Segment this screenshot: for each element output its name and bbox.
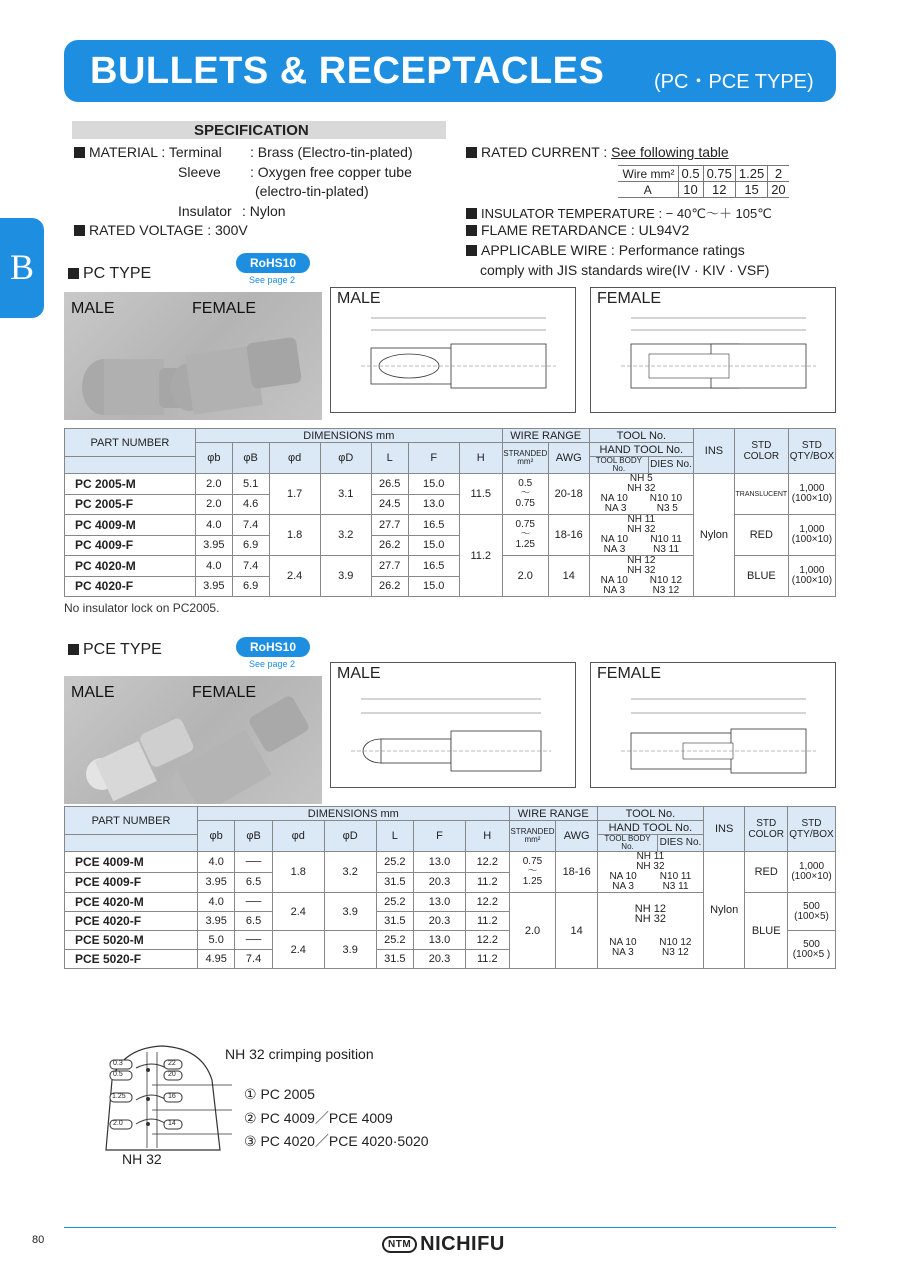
cell: 3.95 bbox=[197, 912, 234, 931]
cell: 16.5 bbox=[408, 556, 459, 577]
tool-cell bbox=[589, 474, 693, 515]
qty-cell bbox=[788, 931, 836, 969]
col-part-number: PART NUMBER bbox=[65, 429, 196, 457]
part-number-cell: PCE 4009-M bbox=[65, 852, 198, 873]
cell: 5.0 bbox=[197, 931, 234, 950]
col-H: H bbox=[459, 443, 502, 474]
tool-line: NH 5 bbox=[629, 473, 653, 484]
insulator-label: Insulator bbox=[178, 203, 232, 219]
table-row bbox=[65, 852, 836, 873]
crimp-tool-diagram bbox=[92, 1040, 232, 1160]
tool-line: N3 12 bbox=[652, 585, 680, 596]
crimp-mark: 0.5 bbox=[113, 1071, 123, 1078]
tool-line: N10 10 bbox=[649, 493, 683, 504]
part-number-cell: PCE 5020-M bbox=[65, 931, 198, 950]
cell: 20-18 bbox=[548, 474, 589, 515]
cell: 4.6 bbox=[232, 494, 269, 515]
cell: 20.3 bbox=[414, 912, 466, 931]
applicable-wire-text-2: comply with JIS standards wire(IV · KIV · VSF) bbox=[480, 262, 770, 278]
color-cell: RED bbox=[734, 515, 788, 556]
pc-female-diagram bbox=[590, 287, 836, 413]
tool-line: NA 10 bbox=[600, 575, 628, 586]
cell: 20.3 bbox=[414, 950, 466, 969]
tool-line: NH 11 bbox=[636, 851, 665, 862]
cell: 7.4 bbox=[232, 515, 269, 536]
qty-box: (100×5) bbox=[794, 910, 829, 922]
pc-type-label: PC TYPE bbox=[83, 265, 152, 282]
cell: 11.2 bbox=[465, 950, 509, 969]
crimp-mark: 1.25 bbox=[112, 1093, 126, 1100]
cell: 12.2 bbox=[465, 893, 509, 912]
tool-cell bbox=[597, 852, 703, 893]
table-row bbox=[65, 474, 836, 495]
cell: 2.4 bbox=[269, 556, 320, 597]
col-awg: AWG bbox=[548, 443, 589, 474]
cell: 25.2 bbox=[376, 852, 413, 873]
spec-flame bbox=[466, 222, 689, 238]
cell: 20.3 bbox=[414, 872, 466, 893]
cell: 26.2 bbox=[371, 576, 408, 597]
spec-insulator-temp bbox=[466, 203, 772, 222]
cell: 6.9 bbox=[232, 576, 269, 597]
col-phi-b: φb bbox=[197, 821, 234, 852]
qty-box: (100×10) bbox=[791, 493, 833, 504]
cell: 24.5 bbox=[371, 494, 408, 515]
cell: 5.1 bbox=[232, 474, 269, 495]
cell: 1.8 bbox=[269, 515, 320, 556]
col-wire-range: WIRE RANGE bbox=[502, 429, 589, 443]
cell: 13.0 bbox=[414, 893, 466, 912]
ins-cell: Nylon bbox=[693, 474, 734, 597]
col-L: L bbox=[376, 821, 413, 852]
diagram-female-label: FEMALE bbox=[597, 665, 662, 682]
tool-line: NA 10 bbox=[609, 871, 637, 882]
insulator-temp-text: INSULATOR TEMPERATURE : − 40℃〜＋ 105℃ bbox=[481, 206, 772, 221]
cell: 7.4 bbox=[232, 556, 269, 577]
cell: 4.0 bbox=[197, 893, 234, 912]
cell: 11.2 bbox=[465, 872, 509, 893]
crimp-mark: 16 bbox=[168, 1093, 176, 1100]
pce-type-label: PCE TYPE bbox=[83, 641, 162, 658]
amp-cell: 10 bbox=[678, 182, 703, 198]
spec-heading bbox=[72, 121, 446, 139]
part-number-cell: PCE 4020-F bbox=[65, 912, 198, 931]
pc-male-diagram bbox=[330, 287, 576, 413]
cell: 31.5 bbox=[376, 872, 413, 893]
wire-size-cell: 0.75 bbox=[703, 166, 735, 182]
col-wire-range: WIRE RANGE bbox=[509, 807, 597, 821]
cell: 0.75 〜 1.25 bbox=[509, 852, 556, 893]
tool-line: N10 11 bbox=[659, 871, 692, 882]
col-F: F bbox=[414, 821, 466, 852]
cell: 26.2 bbox=[371, 535, 408, 556]
tool-line: NA 3 bbox=[603, 585, 626, 596]
col-stranded: STRANDED mm² bbox=[502, 443, 548, 474]
col-phi-d: φd bbox=[269, 443, 320, 474]
crimp-title: NH 32 crimping position bbox=[225, 1046, 374, 1062]
col-part-number-blank bbox=[65, 835, 198, 852]
tool-line: NH 32 bbox=[627, 524, 656, 535]
tool-line: NA 3 bbox=[603, 544, 626, 555]
cell: 14 bbox=[556, 893, 598, 969]
cell: 6.5 bbox=[235, 872, 272, 893]
tool-line: NH 12 bbox=[627, 555, 656, 566]
qty-box: (100×10) bbox=[791, 871, 832, 882]
part-number-cell: PC 2005-F bbox=[65, 494, 196, 515]
tool-line: NH 32 bbox=[627, 483, 656, 494]
col-tool-no: TOOL No. bbox=[589, 429, 693, 443]
cell: 4.95 bbox=[197, 950, 234, 969]
qty-value: 500 bbox=[803, 938, 820, 950]
cell: 3.9 bbox=[324, 931, 376, 969]
tool-line: NA 3 bbox=[604, 503, 627, 514]
amp-cell: 15 bbox=[735, 182, 767, 198]
qty-cell bbox=[788, 515, 835, 556]
tool-line: N10 11 bbox=[650, 534, 682, 545]
crimp-mark: 0.3 bbox=[113, 1060, 123, 1067]
part-number-cell: PCE 4020-M bbox=[65, 893, 198, 912]
qty-box: (100×5 ) bbox=[792, 948, 831, 960]
cell: 13.0 bbox=[414, 931, 466, 950]
tool-line: NH 32 bbox=[636, 861, 665, 872]
cell: 13.0 bbox=[408, 494, 459, 515]
page-subtitle: (PC・PCE TYPE) bbox=[654, 71, 814, 93]
tool-line: N10 12 bbox=[659, 936, 692, 948]
col-hand-tool: HAND TOOL No. bbox=[589, 443, 693, 457]
tool-line: N3 11 bbox=[653, 544, 680, 555]
col-hand-tool: HAND TOOL No. bbox=[597, 821, 703, 835]
amp-cell: 20 bbox=[768, 182, 789, 198]
cell: 25.2 bbox=[376, 893, 413, 912]
pce-female-diagram bbox=[590, 662, 836, 788]
qty-box: (100×10) bbox=[791, 534, 833, 545]
photo-female-label: FEMALE bbox=[192, 300, 257, 317]
cell: 12.2 bbox=[465, 931, 509, 950]
col-F: F bbox=[408, 443, 459, 474]
part-number-cell: PC 4020-F bbox=[65, 576, 196, 597]
tool-line: N3 11 bbox=[662, 881, 689, 892]
bullet-square-icon bbox=[68, 268, 79, 279]
tool-cell bbox=[589, 515, 693, 556]
bullet-square-icon bbox=[466, 245, 477, 256]
cell: 31.5 bbox=[376, 950, 413, 969]
tool-line: NH 12 bbox=[634, 902, 666, 915]
rated-voltage-text: RATED VOLTAGE : 300V bbox=[89, 222, 248, 238]
diagram-male-label: MALE bbox=[337, 290, 381, 307]
cell: 18-16 bbox=[556, 852, 598, 893]
cell: ── bbox=[235, 931, 272, 950]
rohs-badge[interactable]: RoHS10 bbox=[236, 637, 310, 657]
tool-cell bbox=[589, 556, 693, 597]
cell: 2.0 bbox=[502, 556, 548, 597]
cell: 13.0 bbox=[414, 852, 466, 873]
tool-line: NA 3 bbox=[612, 881, 634, 892]
logo-text: NICHIFU bbox=[420, 1233, 505, 1255]
part-number-cell: PC 4020-M bbox=[65, 556, 196, 577]
cell: 16.5 bbox=[408, 515, 459, 536]
female-dimension-drawing bbox=[591, 663, 837, 789]
part-number-cell: PCE 5020-F bbox=[65, 950, 198, 969]
qty-value: 1,000 bbox=[798, 861, 825, 872]
cell: 3.95 bbox=[195, 535, 232, 556]
terminal-value: : Brass (Electro-tin-plated) bbox=[250, 144, 413, 160]
photo-female-label: FEMALE bbox=[192, 684, 257, 701]
material-label: MATERIAL : Terminal bbox=[89, 144, 222, 160]
col-H: H bbox=[465, 821, 509, 852]
bullet-square-icon bbox=[466, 147, 477, 158]
color-cell: BLUE bbox=[745, 893, 788, 969]
cell: 27.7 bbox=[371, 515, 408, 536]
cell: 4.0 bbox=[195, 556, 232, 577]
cell: 12.2 bbox=[465, 852, 509, 873]
cell: 27.7 bbox=[371, 556, 408, 577]
flame-text: FLAME RETARDANCE : UL94V2 bbox=[481, 222, 690, 238]
qty-value: 1,000 bbox=[799, 524, 825, 535]
cell: 6.9 bbox=[232, 535, 269, 556]
crimp-mark: 2.0 bbox=[113, 1120, 123, 1127]
cell: 15.0 bbox=[408, 535, 459, 556]
spec-material bbox=[74, 144, 222, 160]
qty-box: (100×10) bbox=[791, 575, 833, 586]
cell: 31.5 bbox=[376, 912, 413, 931]
cell: 2.0 bbox=[195, 474, 232, 495]
col-tool-body: TOOL BODY No. bbox=[589, 457, 648, 474]
cell: 3.2 bbox=[320, 515, 371, 556]
cell: 4.0 bbox=[197, 852, 234, 873]
wire-size-cell: 1.25 bbox=[735, 166, 767, 182]
cell: 25.2 bbox=[376, 931, 413, 950]
tool-line: NA 3 bbox=[612, 946, 634, 958]
col-dimensions: DIMENSIONS mm bbox=[195, 429, 502, 443]
photo-male-label: MALE bbox=[71, 300, 115, 317]
col-dimensions: DIMENSIONS mm bbox=[197, 807, 509, 821]
sleeve-value-2: (electro-tin-plated) bbox=[255, 183, 369, 199]
tool-cell bbox=[597, 893, 703, 969]
diagram-male-label: MALE bbox=[337, 665, 381, 682]
sleeve-value: : Oxygen free copper tube bbox=[250, 164, 412, 180]
wire-mm-label: Wire mm² bbox=[618, 166, 678, 182]
tool-line: NA 10 bbox=[600, 493, 628, 504]
see-page-link[interactable]: See page 2 bbox=[249, 659, 296, 669]
cell: 11.2 bbox=[459, 515, 502, 597]
qty-cell bbox=[788, 474, 835, 515]
footer-divider bbox=[64, 1227, 836, 1228]
photo-male-label: MALE bbox=[71, 684, 115, 701]
rated-current-link: See following table bbox=[611, 144, 729, 160]
tool-line: NH 32 bbox=[634, 912, 666, 925]
col-phi-B: φB bbox=[235, 821, 272, 852]
cell: 6.5 bbox=[235, 912, 272, 931]
col-phi-b: φb bbox=[195, 443, 232, 474]
crimp-mark: 22 bbox=[168, 1060, 176, 1067]
cell: 1.8 bbox=[272, 852, 324, 893]
pc-spec-table bbox=[64, 428, 836, 597]
col-part-number: PART NUMBER bbox=[65, 807, 198, 835]
pce-type-heading bbox=[68, 641, 162, 659]
col-awg: AWG bbox=[556, 821, 598, 852]
crimp-item: ① PC 2005 bbox=[244, 1086, 315, 1102]
cell: 7.4 bbox=[235, 950, 272, 969]
cell: 3.9 bbox=[320, 556, 371, 597]
pc-product-photo bbox=[64, 292, 322, 420]
cell: 3.95 bbox=[197, 872, 234, 893]
qty-cell bbox=[788, 556, 835, 597]
col-std-color: STD COLOR bbox=[734, 429, 788, 474]
cell: 26.5 bbox=[371, 474, 408, 495]
female-dimension-drawing bbox=[591, 288, 837, 414]
col-stranded: STRANDED mm² bbox=[509, 821, 556, 852]
part-number-cell: PC 4009-F bbox=[65, 535, 196, 556]
cell: 3.1 bbox=[320, 474, 371, 515]
qty-cell bbox=[788, 852, 836, 893]
bullet-square-icon bbox=[74, 147, 85, 158]
wire-current-table bbox=[618, 165, 789, 198]
section-tab[interactable] bbox=[0, 218, 44, 318]
qty-cell bbox=[788, 893, 836, 931]
cell: 2.4 bbox=[272, 931, 324, 969]
tool-line: NA 10 bbox=[609, 936, 637, 948]
crimp-item: ② PC 4009／PCE 4009 bbox=[244, 1110, 393, 1126]
col-L: L bbox=[371, 443, 408, 474]
cell: 0.75 〜 1.25 bbox=[502, 515, 548, 556]
bullet-square-icon bbox=[74, 225, 85, 236]
bullet-square-icon bbox=[466, 208, 477, 219]
page-number: 80 bbox=[32, 1234, 45, 1246]
cell: 11.5 bbox=[459, 474, 502, 515]
col-std-qty: STD QTY/BOX bbox=[788, 807, 836, 852]
qty-value: 1,000 bbox=[799, 483, 825, 494]
crimp-item: ③ PC 4020／PCE 4020·5020 bbox=[244, 1133, 429, 1149]
tool-line: N10 12 bbox=[649, 575, 683, 586]
insulator-value: : Nylon bbox=[242, 203, 286, 219]
sleeve-label: Sleeve bbox=[178, 164, 221, 180]
cell: ── bbox=[235, 852, 272, 873]
cell: ── bbox=[235, 893, 272, 912]
brand-logo bbox=[382, 1233, 505, 1256]
color-cell: BLUE bbox=[734, 556, 788, 597]
crimp-mark: 14 bbox=[168, 1120, 176, 1127]
bullet-square-icon bbox=[68, 644, 79, 655]
diagram-female-label: FEMALE bbox=[597, 290, 662, 307]
pce-male-diagram bbox=[330, 662, 576, 788]
col-dies: DIES No. bbox=[658, 835, 704, 852]
amp-cell: 12 bbox=[703, 182, 735, 198]
col-tool-body: TOOL BODY No. bbox=[597, 835, 657, 852]
spec-rated-current bbox=[466, 144, 729, 160]
color-cell: TRANSLUCENT bbox=[734, 474, 788, 515]
male-dimension-drawing bbox=[331, 288, 577, 414]
pce-product-photo bbox=[64, 676, 322, 804]
part-number-cell: PC 2005-M bbox=[65, 474, 196, 495]
cell: 18-16 bbox=[548, 515, 589, 556]
tool-line: N3 12 bbox=[662, 946, 689, 958]
col-phi-D: φD bbox=[324, 821, 376, 852]
tool-line: N3 5 bbox=[656, 503, 678, 514]
color-cell: RED bbox=[745, 852, 788, 893]
see-page-link[interactable]: See page 2 bbox=[249, 275, 296, 285]
col-part-number-blank bbox=[65, 457, 196, 474]
rated-current-label: RATED CURRENT : bbox=[481, 144, 612, 160]
wire-size-cell: 0.5 bbox=[678, 166, 703, 182]
col-ins: INS bbox=[703, 807, 745, 852]
col-phi-d: φd bbox=[272, 821, 324, 852]
tool-line: NA 10 bbox=[600, 534, 629, 545]
col-phi-B: φB bbox=[232, 443, 269, 474]
tool-line: NH 11 bbox=[627, 514, 656, 525]
amp-label: A bbox=[618, 182, 678, 198]
col-std-color: STD COLOR bbox=[745, 807, 788, 852]
wire-size-cell: 2 bbox=[768, 166, 789, 182]
spec-applicable-wire bbox=[466, 242, 745, 258]
rohs-badge[interactable]: RoHS10 bbox=[236, 253, 310, 273]
crimp-mark: 20 bbox=[168, 1071, 176, 1078]
section-tab-letter: B bbox=[10, 247, 35, 287]
col-phi-D: φD bbox=[320, 443, 371, 474]
page-title: BULLETS & RECEPTACLES bbox=[90, 50, 605, 92]
cell: 14 bbox=[548, 556, 589, 597]
col-std-qty: STD QTY/BOX bbox=[788, 429, 835, 474]
cell: 2.0 bbox=[195, 494, 232, 515]
cell: 3.2 bbox=[324, 852, 376, 893]
cell: 2.4 bbox=[272, 893, 324, 931]
pc-type-heading bbox=[68, 265, 151, 283]
part-number-cell: PC 4009-M bbox=[65, 515, 196, 536]
title-banner bbox=[64, 40, 836, 102]
cell: 1.7 bbox=[269, 474, 320, 515]
col-tool-no: TOOL No. bbox=[597, 807, 703, 821]
cell: 11.2 bbox=[465, 912, 509, 931]
col-ins: INS bbox=[693, 429, 734, 474]
spec-rated-voltage bbox=[74, 222, 248, 238]
qty-value: 500 bbox=[803, 900, 820, 912]
cell: 4.0 bbox=[195, 515, 232, 536]
cell: 2.0 bbox=[509, 893, 556, 969]
cell: 15.0 bbox=[408, 474, 459, 495]
col-dies: DIES No. bbox=[648, 457, 693, 474]
cell: 15.0 bbox=[408, 576, 459, 597]
qty-value: 1,000 bbox=[799, 565, 825, 576]
spec-heading-text: SPECIFICATION bbox=[194, 122, 309, 139]
cell: 0.5 〜 0.75 bbox=[502, 474, 548, 515]
part-number-cell: PCE 4009-F bbox=[65, 872, 198, 893]
tool-line: NH 32 bbox=[627, 565, 656, 576]
bullet-square-icon bbox=[466, 225, 477, 236]
pc-note: No insulator lock on PC2005. bbox=[64, 601, 220, 615]
crimp-tool-name: NH 32 bbox=[122, 1151, 162, 1167]
applicable-wire-text: APPLICABLE WIRE : Performance ratings bbox=[481, 242, 745, 258]
cell: 3.9 bbox=[324, 893, 376, 931]
cell: 3.95 bbox=[195, 576, 232, 597]
pce-spec-table bbox=[64, 806, 836, 969]
male-dimension-drawing bbox=[331, 663, 577, 789]
logo-mark: NTM bbox=[382, 1236, 417, 1253]
ins-cell: Nylon bbox=[703, 852, 745, 969]
